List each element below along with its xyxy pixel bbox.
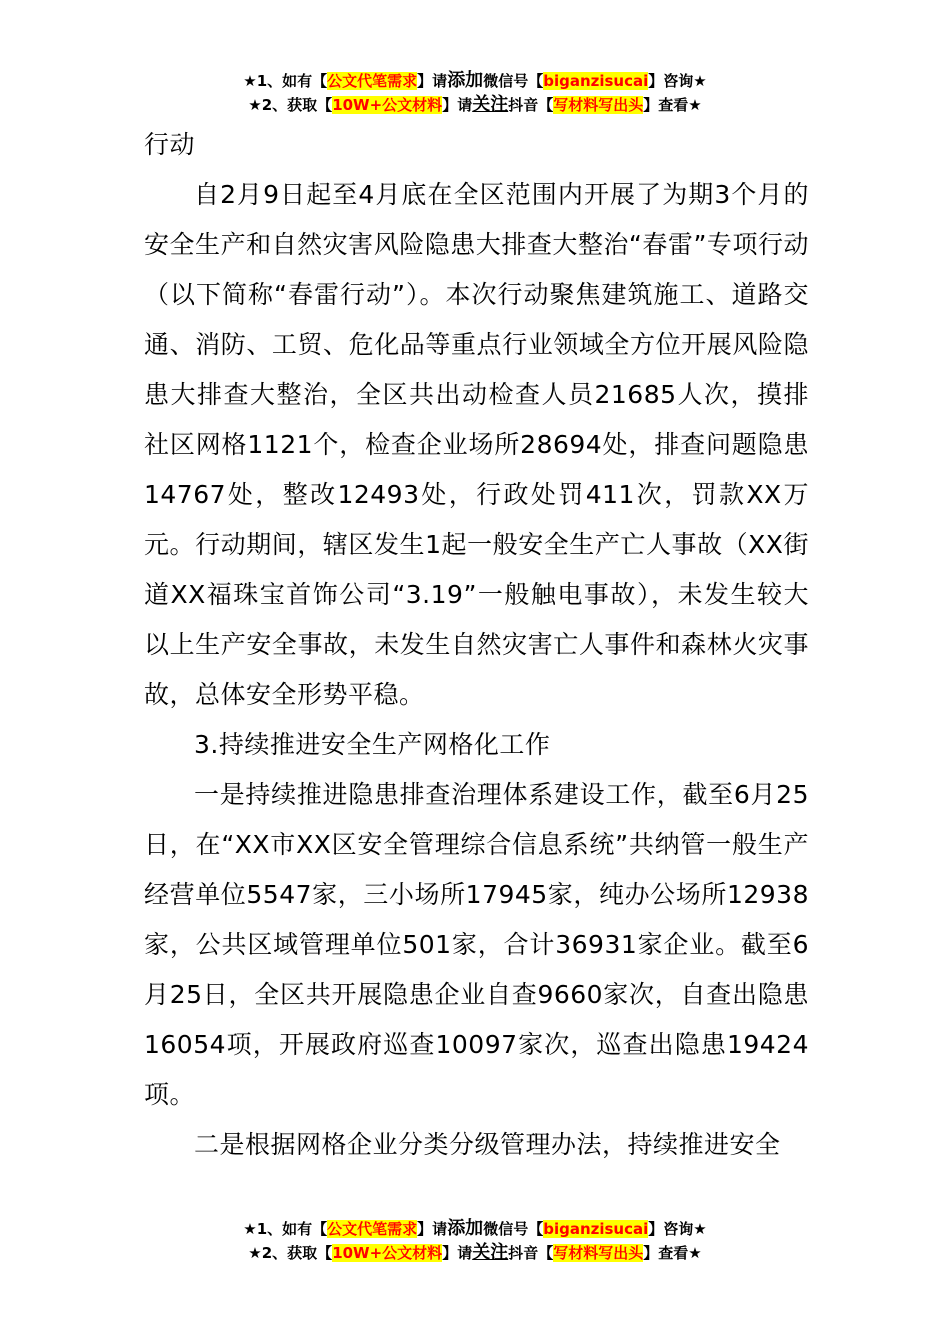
footer-banner [0,1217,950,1265]
banner-text: 】咨询★ [648,72,707,90]
banner-highlight: 公文代笔需求 [327,72,418,90]
banner-text: ★1、如有【 [243,1220,328,1238]
banner-highlight: biganzisucai [543,72,649,90]
banner-line-1 [0,1217,950,1241]
banner-text: 】请 [442,96,473,114]
banner-text: 】咨询★ [648,1220,707,1238]
banner-emphasis: 添加 [447,70,484,91]
banner-emphasis: 关注 [472,94,509,115]
banner-text: 微信号【 [483,72,544,90]
banner-text: 】请 [417,1220,448,1238]
banner-highlight: 写材料写出头 [553,1244,644,1262]
paragraph: 二是根据网格企业分类分级管理办法，持续推进安全 [194,1130,781,1159]
banner-text: 】查看★ [643,1244,702,1262]
banner-text: 】请 [417,72,448,90]
banner-text: ★2、获取【 [248,1244,333,1262]
banner-line-2 [0,93,950,117]
banner-text: 抖音【 [508,96,554,114]
banner-text: 微信号【 [483,1220,544,1238]
banner-highlight: 公文代笔需求 [327,1220,418,1238]
banner-text: 】查看★ [643,96,702,114]
header-banner [0,69,950,117]
banner-text: ★1、如有【 [243,72,328,90]
banner-highlight: biganzisucai [543,1220,649,1238]
document-body [144,120,809,1170]
section-heading: 3.持续推进安全生产网格化工作 [194,730,551,759]
banner-text: 抖音【 [508,1244,554,1262]
banner-text: 】请 [442,1244,473,1262]
paragraph: 一是持续推进隐患排查治理体系建设工作，截至6月25日，在“XX市XX区安全管理综合信息系统”共纳管一般生产经营单位5547家，三小场所17945家，纯办公场所12938家，公共区域管理单位501家，合计36931家企业。截至6月25日，全区共开展隐患企业自查9660家次，自查出隐患16054项，开展政府巡查10097家次，巡查出隐患19424项。 [144,780,809,1109]
banner-line-1 [0,69,950,93]
banner-text: ★2、获取【 [248,96,333,114]
banner-line-2 [0,1241,950,1265]
paragraph: 行动 [144,130,196,159]
banner-highlight: 10W+公文材料 [332,1244,443,1262]
banner-highlight: 写材料写出头 [553,96,644,114]
banner-emphasis: 添加 [447,1218,484,1239]
banner-highlight: 10W+公文材料 [332,96,443,114]
banner-emphasis: 关注 [472,1242,509,1263]
paragraph: 自2月9日起至4月底在全区范围内开展了为期3个月的安全生产和自然灾害风险隐患大排查大整治“春雷”专项行动（以下简称“春雷行动”）。本次行动聚焦建筑施工、道路交通、消防、工贸、危化品等重点行业领域全方位开展风险隐患大排查大整治，全区共出动检查人员21685人次，摸排社区网格1121个，检查企业场所28694处，排查问题隐患14767处，整改12493处，行政处罚411次，罚款XX万元。行动期间，辖区发生1起一般安全生产亡人事故（XX街道XX福珠宝首饰公司“3.19”一般触电事故），未发生较大以上生产安全事故，未发生自然灾害亡人事件和森林火灾事故，总体安全形势平稳。 [144,180,809,709]
